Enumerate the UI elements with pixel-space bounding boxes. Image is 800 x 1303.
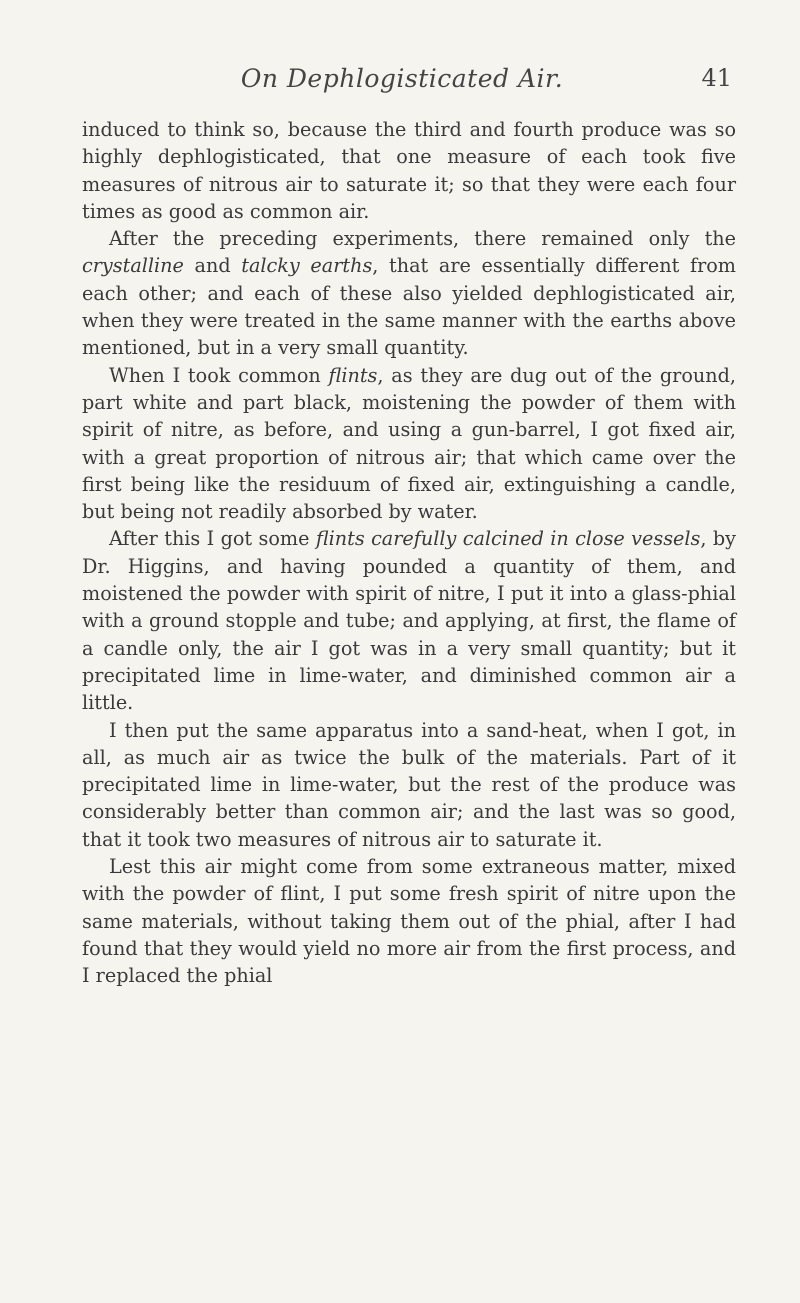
paragraph-3-text-b: , as they are dug out of the ground, part white and part black, moistening the powder of them with spirit of nitre, as before, and using a gun-barrel, I got fixed air, with a great proportion of nitrous air; that which came over the first being like the residuum of fixed air, extinguishing a candle, but being not readily absorbed by water. xyxy=(82,363,736,524)
paragraph-3 xyxy=(82,362,736,526)
paragraph-3-emphasis-1: flints xyxy=(328,363,378,387)
running-head xyxy=(72,64,732,98)
paragraph-2-emphasis-1: crystalline xyxy=(82,254,184,278)
paragraph-2-text-a: After the preceding experiments, there remained only the xyxy=(109,227,736,251)
paragraph-2-text-c: , that are essentially different from each other; and each of these also yielded dephlogisticated air, when they were treated in the same manner with the earths above mentioned, but in a very small quantity. xyxy=(82,254,736,360)
running-title: On Dephlogisticated Air. xyxy=(240,64,564,93)
paragraph-5: I then put the same apparatus into a sand-heat, when I got, in all, as much air as twice the bulk of the materials. Part of it precipitated lime in lime-water, but the rest of the produce was considerably better than common air; and the last was so good, that it took two measures of nitrous air to saturate it. xyxy=(82,718,736,851)
paragraph-4-text-b: , by Dr. Higgins, and having pounded a quantity of them, and moistened the powder with spirit of nitre, I put it into a glass-phial with a ground stopple and tube; and applying, at first, the flame of a candle only, the air I got was in a very small quantity; but it precipitated lime in lime-water, and diminished common air a little. xyxy=(82,527,736,715)
paragraph-1: induced to think so, because the third and fourth produce was so highly dephlogisticated, that one measure of each took five measures of nitrous air to saturate it; so that they were each four times as good as common air. xyxy=(82,118,736,223)
paragraph-2-emphasis-2: talcky earths xyxy=(241,254,373,278)
paragraph-6: Lest this air might come from some extraneous matter, mixed with the powder of flint, I put some fresh spirit of nitre upon the same materials, without taking them out of the phial, after I had found that they would yield no more air from the first process, and I replaced the phial xyxy=(82,855,736,988)
body-text xyxy=(82,116,736,990)
page-number: 41 xyxy=(701,64,732,92)
paragraph-3-text-a: When I took common xyxy=(109,363,329,387)
paragraph-2 xyxy=(82,225,736,361)
paragraph-4-text-a: After this I got some xyxy=(109,527,316,551)
paragraph-4-emphasis-1: flints carefully calcined in close vessels xyxy=(315,527,701,551)
paragraph-2-text-b: and xyxy=(183,254,242,278)
paragraph-4 xyxy=(82,525,736,716)
